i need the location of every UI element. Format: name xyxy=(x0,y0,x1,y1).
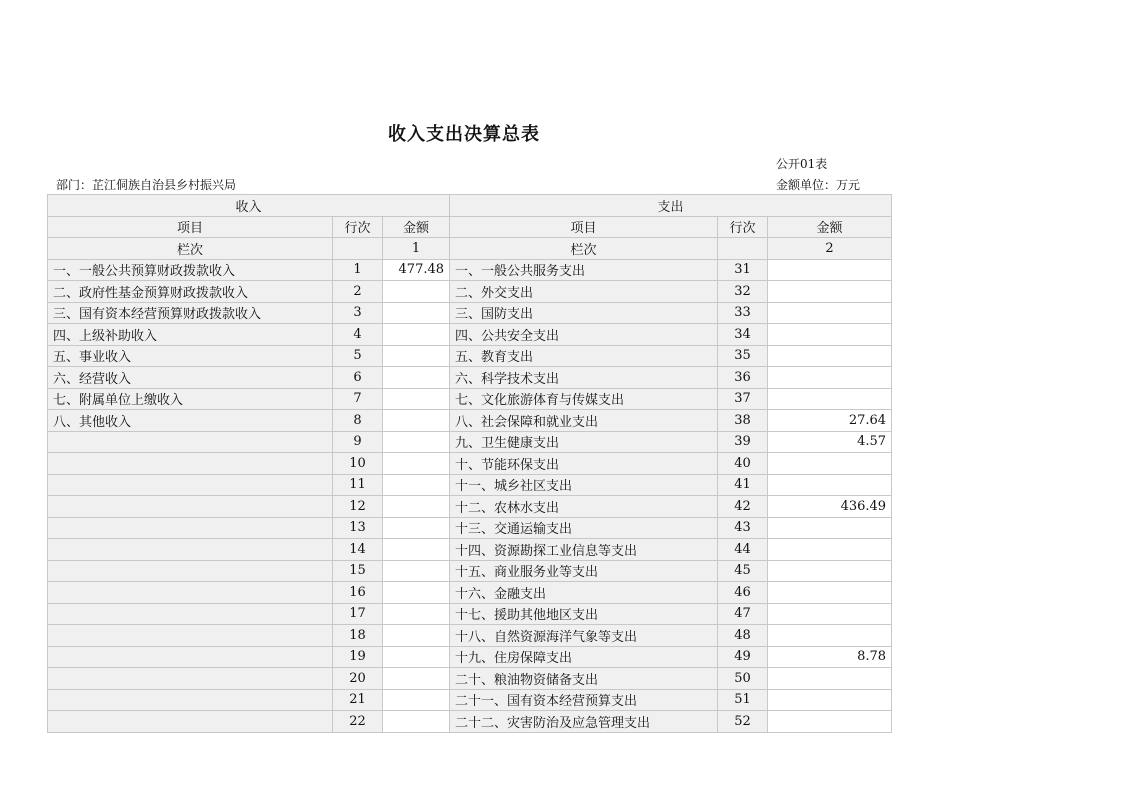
income-amount-cell: 477.48 xyxy=(383,259,450,281)
income-amount-header: 金额 xyxy=(383,216,450,238)
income-item-cell xyxy=(48,453,333,475)
expense-line-no-cell: 41 xyxy=(718,474,768,496)
expense-line-no-cell: 49 xyxy=(718,646,768,668)
page-title: 收入支出决算总表 xyxy=(388,124,540,145)
table-row xyxy=(48,689,892,711)
income-amount-cell xyxy=(383,410,450,432)
income-amount-cell xyxy=(383,539,450,561)
income-amount-cell xyxy=(383,582,450,604)
income-item-cell xyxy=(48,582,333,604)
expense-amount-cell: 4.57 xyxy=(768,431,892,453)
expense-line-no-cell: 52 xyxy=(718,711,768,733)
expense-item-cell: 二十一、国有资本经营预算支出 xyxy=(450,689,718,711)
income-item-cell: 三、国有资本经营预算财政拨款收入 xyxy=(48,302,333,324)
table-row xyxy=(48,646,892,668)
table-row xyxy=(48,474,892,496)
unit-label: 金额单位：万元 xyxy=(776,178,861,192)
income-amount-cell xyxy=(383,689,450,711)
income-line-no-cell: 13 xyxy=(333,517,383,539)
income-item-cell xyxy=(48,539,333,561)
expense-item-cell: 十三、交通运输支出 xyxy=(450,517,718,539)
expense-item-cell: 二、外交支出 xyxy=(450,281,718,303)
expense-item-header: 项目 xyxy=(450,216,718,238)
income-amount-cell xyxy=(383,281,450,303)
expense-section-header: 支出 xyxy=(450,195,892,217)
expense-item-cell: 一、一般公共服务支出 xyxy=(450,259,718,281)
expense-item-cell: 十二、农林水支出 xyxy=(450,496,718,518)
income-amount-cell xyxy=(383,345,450,367)
income-line-no-cell: 8 xyxy=(333,410,383,432)
table-row xyxy=(48,302,892,324)
income-line-no-cell: 4 xyxy=(333,324,383,346)
income-amount-cell xyxy=(383,517,450,539)
expense-item-cell: 五、教育支出 xyxy=(450,345,718,367)
expense-item-cell: 十六、金融支出 xyxy=(450,582,718,604)
expense-item-cell: 九、卫生健康支出 xyxy=(450,431,718,453)
expense-amount-cell xyxy=(768,281,892,303)
table-row xyxy=(48,410,892,432)
income-amount-cell xyxy=(383,646,450,668)
income-column-blank xyxy=(333,238,383,260)
income-item-cell: 五、事业收入 xyxy=(48,345,333,367)
income-line-no-cell: 7 xyxy=(333,388,383,410)
expense-line-no-cell: 39 xyxy=(718,431,768,453)
expense-line-no-cell: 43 xyxy=(718,517,768,539)
income-amount-cell xyxy=(383,603,450,625)
income-amount-cell xyxy=(383,496,450,518)
expense-line-no-cell: 35 xyxy=(718,345,768,367)
income-amount-cell xyxy=(383,367,450,389)
header-row-column-numbers xyxy=(48,238,892,260)
expense-line-no-cell: 51 xyxy=(718,689,768,711)
income-line-no-cell: 9 xyxy=(333,431,383,453)
expense-amount-cell xyxy=(768,539,892,561)
income-column-label: 栏次 xyxy=(48,238,333,260)
income-line-no-cell: 17 xyxy=(333,603,383,625)
table-row xyxy=(48,668,892,690)
income-amount-cell xyxy=(383,453,450,475)
expense-item-cell: 六、科学技术支出 xyxy=(450,367,718,389)
table-row xyxy=(48,431,892,453)
expense-amount-cell xyxy=(768,302,892,324)
expense-amount-cell xyxy=(768,388,892,410)
expense-line-no-cell: 45 xyxy=(718,560,768,582)
expense-amount-cell xyxy=(768,711,892,733)
expense-item-cell: 八、社会保障和就业支出 xyxy=(450,410,718,432)
expense-amount-cell xyxy=(768,345,892,367)
income-item-cell xyxy=(48,603,333,625)
income-amount-cell xyxy=(383,668,450,690)
expense-item-cell: 十七、援助其他地区支出 xyxy=(450,603,718,625)
expense-line-no-cell: 48 xyxy=(718,625,768,647)
income-item-cell xyxy=(48,431,333,453)
income-item-cell xyxy=(48,625,333,647)
expense-line-no-cell: 46 xyxy=(718,582,768,604)
expense-item-cell: 四、公共安全支出 xyxy=(450,324,718,346)
expense-item-cell: 十八、自然资源海洋气象等支出 xyxy=(450,625,718,647)
income-line-no-cell: 6 xyxy=(333,367,383,389)
income-amount-cell xyxy=(383,431,450,453)
expense-amount-cell xyxy=(768,603,892,625)
expense-line-no-header: 行次 xyxy=(718,216,768,238)
income-line-no-cell: 16 xyxy=(333,582,383,604)
expense-line-no-cell: 32 xyxy=(718,281,768,303)
table-row xyxy=(48,625,892,647)
income-item-cell: 七、附属单位上缴收入 xyxy=(48,388,333,410)
table-row xyxy=(48,259,892,281)
expense-line-no-cell: 50 xyxy=(718,668,768,690)
income-line-no-cell: 1 xyxy=(333,259,383,281)
income-amount-cell xyxy=(383,474,450,496)
expense-item-cell: 十、节能环保支出 xyxy=(450,453,718,475)
income-item-cell xyxy=(48,474,333,496)
income-line-no-header: 行次 xyxy=(333,216,383,238)
summary-table xyxy=(47,194,892,733)
income-amount-cell xyxy=(383,625,450,647)
income-line-no-cell: 3 xyxy=(333,302,383,324)
expense-line-no-cell: 36 xyxy=(718,367,768,389)
table-row xyxy=(48,324,892,346)
expense-amount-header: 金额 xyxy=(768,216,892,238)
income-item-cell: 八、其他收入 xyxy=(48,410,333,432)
table-row xyxy=(48,281,892,303)
expense-column-number: 2 xyxy=(768,238,892,260)
income-amount-cell xyxy=(383,324,450,346)
expense-amount-cell xyxy=(768,625,892,647)
income-line-no-cell: 20 xyxy=(333,668,383,690)
income-column-number: 1 xyxy=(383,238,450,260)
expense-item-cell: 十一、城乡社区支出 xyxy=(450,474,718,496)
expense-amount-cell xyxy=(768,453,892,475)
income-line-no-cell: 18 xyxy=(333,625,383,647)
expense-item-cell: 二十二、灾害防治及应急管理支出 xyxy=(450,711,718,733)
income-line-no-cell: 14 xyxy=(333,539,383,561)
income-line-no-cell: 2 xyxy=(333,281,383,303)
income-item-cell xyxy=(48,496,333,518)
expense-column-blank xyxy=(718,238,768,260)
income-amount-cell xyxy=(383,302,450,324)
income-item-cell xyxy=(48,560,333,582)
table-row xyxy=(48,367,892,389)
expense-line-no-cell: 38 xyxy=(718,410,768,432)
expense-item-cell: 十四、资源勘探工业信息等支出 xyxy=(450,539,718,561)
income-item-cell xyxy=(48,646,333,668)
income-item-cell xyxy=(48,517,333,539)
income-line-no-cell: 21 xyxy=(333,689,383,711)
expense-line-no-cell: 42 xyxy=(718,496,768,518)
expense-amount-cell xyxy=(768,689,892,711)
income-item-cell: 六、经营收入 xyxy=(48,367,333,389)
department-label: 部门：芷江侗族自治县乡村振兴局 xyxy=(56,178,237,192)
form-code: 公开01表 xyxy=(776,157,828,171)
income-line-no-cell: 22 xyxy=(333,711,383,733)
expense-amount-cell xyxy=(768,560,892,582)
header-row-sections xyxy=(48,195,892,217)
income-amount-cell xyxy=(383,388,450,410)
income-amount-cell xyxy=(383,711,450,733)
income-line-no-cell: 15 xyxy=(333,560,383,582)
expense-item-cell: 三、国防支出 xyxy=(450,302,718,324)
income-section-header: 收入 xyxy=(48,195,450,217)
expense-amount-cell xyxy=(768,668,892,690)
income-line-no-cell: 19 xyxy=(333,646,383,668)
header-row-columns xyxy=(48,216,892,238)
expense-amount-cell xyxy=(768,517,892,539)
table-row xyxy=(48,453,892,475)
expense-item-cell: 十五、商业服务业等支出 xyxy=(450,560,718,582)
expense-column-label: 栏次 xyxy=(450,238,718,260)
table-row xyxy=(48,496,892,518)
expense-line-no-cell: 40 xyxy=(718,453,768,475)
table-row xyxy=(48,582,892,604)
income-item-cell: 二、政府性基金预算财政拨款收入 xyxy=(48,281,333,303)
expense-amount-cell xyxy=(768,259,892,281)
table-row xyxy=(48,388,892,410)
income-amount-cell xyxy=(383,560,450,582)
expense-line-no-cell: 37 xyxy=(718,388,768,410)
table-row xyxy=(48,517,892,539)
expense-amount-cell xyxy=(768,324,892,346)
income-line-no-cell: 5 xyxy=(333,345,383,367)
income-item-cell xyxy=(48,689,333,711)
table-row xyxy=(48,560,892,582)
table-row xyxy=(48,539,892,561)
expense-amount-cell: 8.78 xyxy=(768,646,892,668)
table-row xyxy=(48,603,892,625)
expense-item-cell: 二十、粮油物资储备支出 xyxy=(450,668,718,690)
table-row xyxy=(48,711,892,733)
expense-line-no-cell: 33 xyxy=(718,302,768,324)
expense-line-no-cell: 31 xyxy=(718,259,768,281)
expense-amount-cell xyxy=(768,474,892,496)
expense-line-no-cell: 44 xyxy=(718,539,768,561)
income-line-no-cell: 12 xyxy=(333,496,383,518)
expense-amount-cell: 436.49 xyxy=(768,496,892,518)
expense-item-cell: 十九、住房保障支出 xyxy=(450,646,718,668)
expense-amount-cell: 27.64 xyxy=(768,410,892,432)
expense-item-cell: 七、文化旅游体育与传媒支出 xyxy=(450,388,718,410)
income-line-no-cell: 11 xyxy=(333,474,383,496)
income-line-no-cell: 10 xyxy=(333,453,383,475)
expense-amount-cell xyxy=(768,367,892,389)
income-item-cell xyxy=(48,711,333,733)
table-row xyxy=(48,345,892,367)
income-item-cell: 一、一般公共预算财政拨款收入 xyxy=(48,259,333,281)
expense-amount-cell xyxy=(768,582,892,604)
income-item-header: 项目 xyxy=(48,216,333,238)
expense-line-no-cell: 34 xyxy=(718,324,768,346)
expense-line-no-cell: 47 xyxy=(718,603,768,625)
income-item-cell xyxy=(48,668,333,690)
income-item-cell: 四、上级补助收入 xyxy=(48,324,333,346)
